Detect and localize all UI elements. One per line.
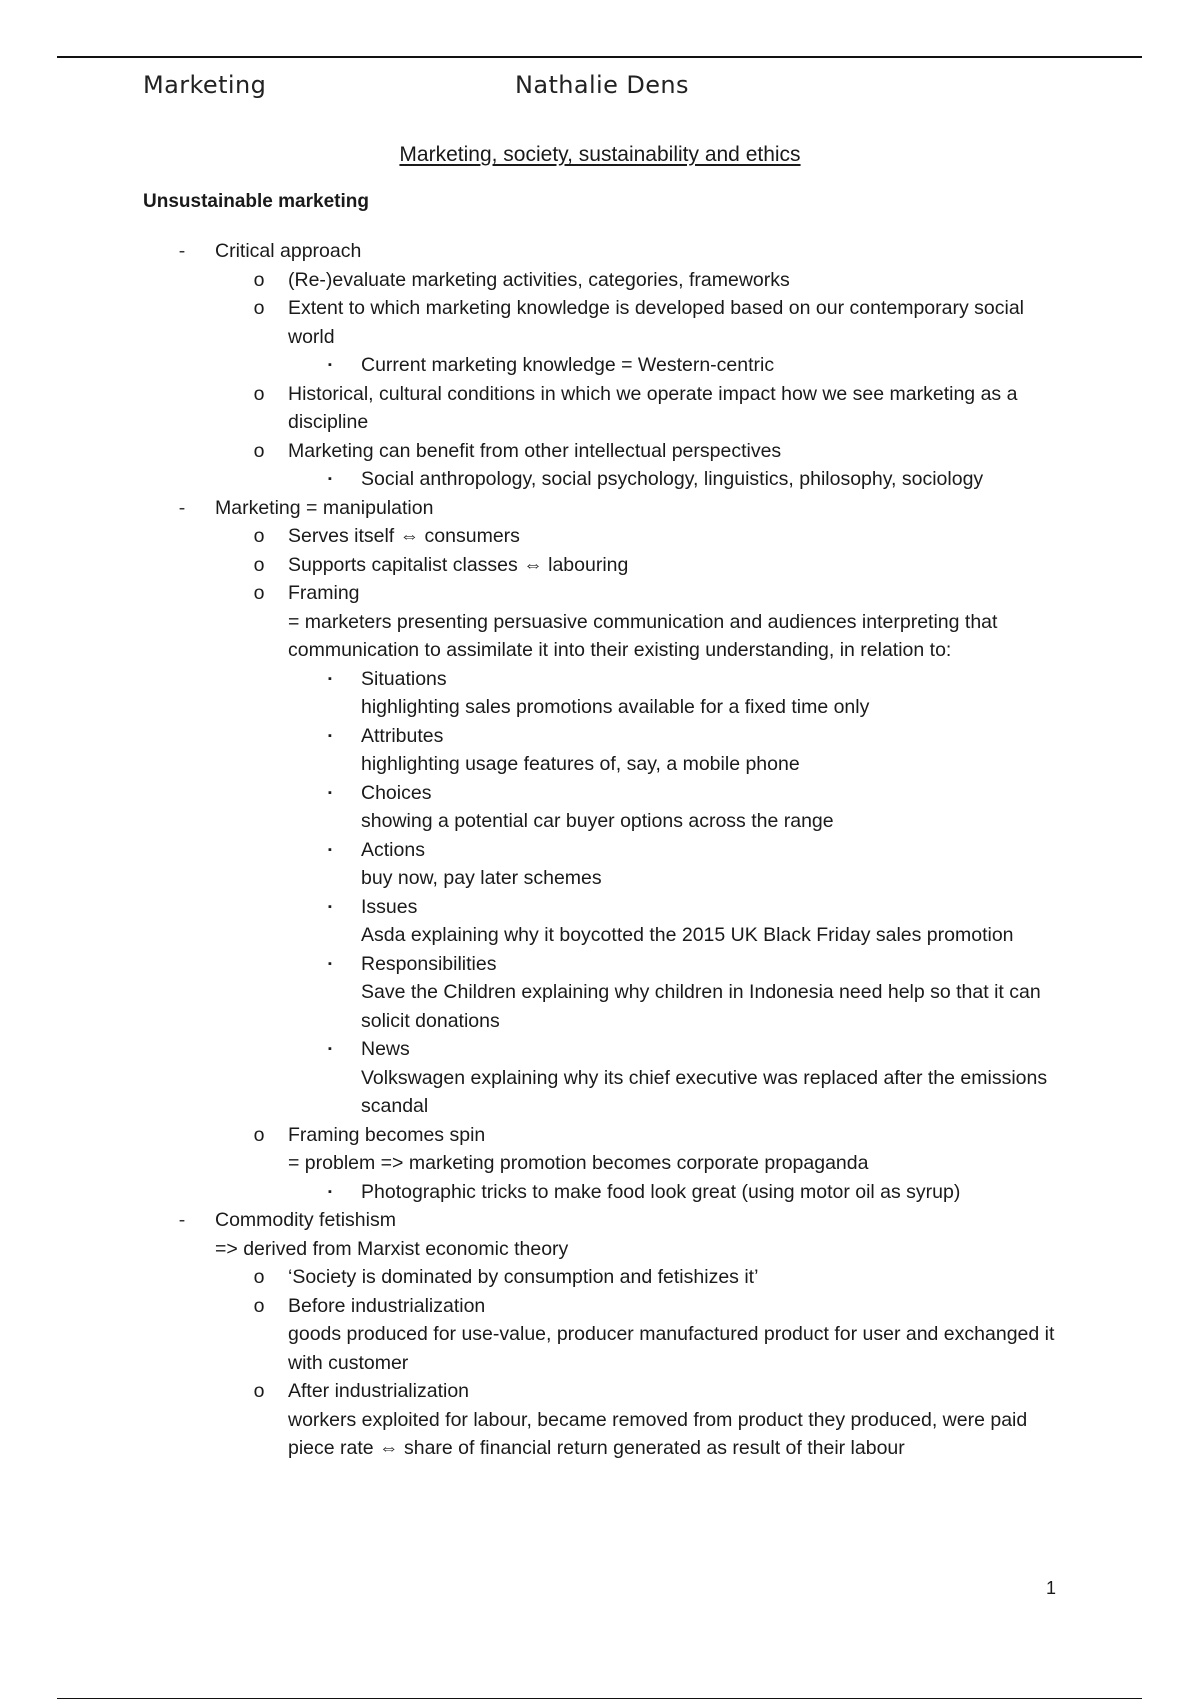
item-note: goods produced for use-value, producer manufactured product for user and exchanged it with customer [288,1323,1055,1374]
list-item [0,494,1200,523]
item-note: Volkswagen explaining why its chief executive was replaced after the emissions scandal [361,1066,1048,1117]
dash-bullet: - [178,1209,186,1231]
list-item [0,266,1200,295]
item-text: Serves itself ⇔ consumers [288,525,520,547]
dash-bullet: - [178,496,186,519]
item-text: Social anthropology, social psychology, linguistics, philosophy, sociology [361,468,984,490]
square-bullet: ▪ [328,729,332,742]
circle-bullet: o [253,582,265,604]
list-item [0,437,1200,466]
circle-bullet: o [253,1266,265,1288]
item-text: Supports capitalist classes ⇔ labouring [288,553,629,576]
list-item [0,779,1200,808]
item-note: => derived from Marxist economic theory [215,1237,569,1260]
list-item [0,1206,1200,1235]
square-bullet: ▪ [328,672,332,685]
circle-bullet: o [253,553,265,576]
item-text: Photographic tricks to make food look great (using motor oil as syrup) [361,1180,961,1203]
square-bullet: ▪ [328,359,332,371]
list-item [0,836,1200,865]
square-bullet: ▪ [328,900,332,913]
footer-rule [57,1698,1142,1699]
circle-bullet: o [253,297,265,319]
item-text: Extent to which marketing knowledge is developed based on our contemporary social world [288,297,1025,348]
item-note: = marketers presenting persuasive communication and audiences interpreting that communication to assimilate it into their existing understanding, in relation to: [288,610,998,661]
circle-bullet: o [253,439,265,462]
list-item [0,1121,1200,1150]
item-text: Choices [361,781,432,804]
item-note: buy now, pay later schemes [361,867,602,889]
item-note: = problem => marketing promotion becomes corporate propaganda [288,1152,869,1174]
list-item [0,893,1200,922]
item-text: Historical, cultural conditions in which we operate impact how we see marketing as a discipline [288,382,1018,433]
list-item [0,1263,1200,1292]
item-text: Framing [288,582,360,604]
square-bullet: ▪ [328,473,332,485]
circle-bullet: o [253,525,265,547]
circle-bullet: o [253,1123,265,1146]
square-bullet: ▪ [328,957,332,970]
list-item [0,579,1200,608]
item-note: showing a potential car buyer options across the range [361,810,834,832]
circle-bullet: o [253,1294,265,1317]
square-bullet: ▪ [328,1043,332,1055]
circle-bullet: o [253,382,265,405]
list-item [0,294,1200,351]
item-text: After industrialization [288,1380,470,1402]
page-number: 1 [1046,1578,1057,1598]
square-bullet: ▪ [328,1185,332,1198]
section-heading: Unsustainable marketing [143,191,369,212]
list-item [0,380,1200,437]
list-item [0,722,1200,751]
list-item [0,950,1200,979]
list-item [0,551,1200,580]
outline [0,237,1200,1463]
item-note: Asda explaining why it boycotted the 2015 UK Black Friday sales promotion [361,924,1014,946]
list-item [0,1292,1200,1321]
item-note: highlighting usage features of, say, a mobile phone [361,753,800,775]
item-text: Issues [361,895,418,918]
square-bullet: ▪ [328,786,332,799]
item-text: Marketing can benefit from other intellectual perspectives [288,439,782,462]
circle-bullet: o [253,1380,265,1402]
item-text: Situations [361,667,447,690]
square-bullet: ▪ [328,843,332,856]
header-rule [57,56,1142,58]
item-text: Framing becomes spin [288,1123,486,1146]
item-text: Attributes [361,724,444,747]
list-item [0,522,1200,551]
item-text: Marketing = manipulation [215,496,434,519]
dash-bullet: - [178,240,186,262]
list-item [0,465,1200,494]
item-note: Save the Children explaining why children in Indonesia need help so that it can solicit donations [361,981,1041,1032]
item-note: workers exploited for labour, became removed from product they produced, were paid piece rate ⇔ share of financial return generated as result of their labour [288,1408,1028,1459]
list-item [0,1035,1200,1064]
item-note: highlighting sales promotions available for a fixed time only [361,696,870,718]
circle-bullet: o [253,268,265,291]
page-title-text: Marketing, society, sustainability and ethics [399,143,801,166]
list-item [0,237,1200,266]
item-text: Current marketing knowledge = Western-centric [361,354,775,376]
item-text: ‘Society is dominated by consumption and fetishizes it’ [288,1266,759,1288]
item-text: Responsibilities [361,952,497,975]
item-text: Commodity fetishism [215,1209,396,1231]
item-text: News [361,1038,410,1060]
item-text: Actions [361,838,425,861]
header-author: Nathalie Dens [515,71,689,99]
item-text: Critical approach [215,240,362,262]
list-item [0,1178,1200,1207]
item-text: (Re-)evaluate marketing activities, categories, frameworks [288,268,790,291]
item-text: Before industrialization [288,1294,486,1317]
list-item [0,351,1200,380]
header-course: Marketing [143,71,267,99]
list-item [0,1377,1200,1406]
list-item [0,665,1200,694]
page-title [0,143,1200,167]
